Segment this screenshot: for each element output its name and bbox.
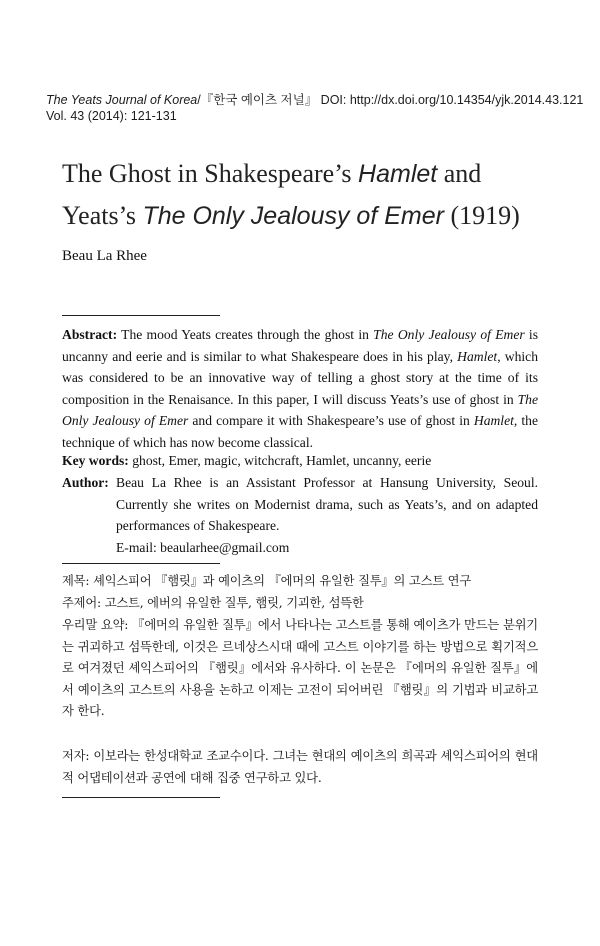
korean-summary-label: 우리말 요약: (62, 618, 129, 632)
volume-info: Vol. 43 (2014): 121-131 (46, 109, 177, 123)
journal-citation (46, 92, 583, 108)
keywords (62, 451, 431, 471)
author-name: Beau La Rhee (62, 248, 147, 264)
keywords-label: Key words: (62, 453, 129, 468)
abstract-text: , which was considered to be an innovative way of telling a ghost story at the time of its composition in the Renaisance. In this paper, I will discuss Yeats’s use of ghost in (62, 348, 538, 407)
abstract-text: and compare it with Shakespeare’s use of ghost in (188, 413, 474, 428)
korean-keywords-label: 주제어: (62, 596, 101, 610)
divider (62, 315, 220, 316)
korean-title-text: 셰익스피어 『햄릿』과 예이츠의 『에머의 유일한 질투』의 고스트 연구 (89, 574, 472, 588)
title-text: The Ghost in Shakespeare’s (62, 159, 359, 188)
journal-doi: /『한국 예이츠 저널』 DOI: http://dx.doi.org/10.14354/yjk.2014.43.121 (197, 93, 584, 107)
divider (62, 797, 220, 798)
title-emer: The Only Jealousy of Emer (142, 202, 444, 230)
title-text: and (437, 159, 482, 188)
abstract-italic: Hamlet (457, 348, 498, 364)
abstract-text: the technique of which has now become classical. (62, 413, 538, 450)
korean-title (62, 571, 538, 593)
abstract-italic: The Only Jealousy of Emer (62, 391, 538, 428)
abstract-label: Abstract: (62, 327, 118, 342)
author-info-label: Author: (62, 475, 109, 490)
abstract-italic: The Only Jealousy of Emer (373, 327, 525, 342)
title-hamlet: Hamlet (358, 160, 438, 188)
abstract-italic: Hamlet, (473, 413, 518, 428)
korean-author-text: 이보라는 한성대학교 조교수이다. 그녀는 현대의 예이츠의 희곡과 셰익스피어의 현대적 어댑테이션과 공연에 대해 집중 연구하고 있다. (62, 749, 538, 785)
abstract-text: is uncanny and eerie and is similar to what Shakespeare does in his play, (62, 327, 538, 364)
korean-title-label: 제목: (62, 574, 90, 588)
korean-summary-text: 『에머의 유일한 질투』에서 나타나는 고스트를 통해 예이츠가 만드는 분위기는 귀괴하고 섬뜩한데, 이것은 르네상스시대 때에 고스트 이야기를 하는 방법으로 획기적으로 여겨졌던 셰익스피어의 『햄릿』에서와 유사하다. 이 논문은 『에머의 유일한 질투』에서 예이츠의 고스트의 사용을 논하고 이제는 고전이 되어버린 『햄릿』의 기법과 비교하고자 한다. (62, 618, 538, 718)
author-info (62, 472, 538, 558)
title-text: Yeats’s (62, 201, 143, 230)
title-text: (1919) (443, 201, 520, 230)
divider (62, 563, 220, 564)
abstract-text: The mood Yeats creates through the ghost in (117, 327, 374, 342)
journal-name: The Yeats Journal of Korea (46, 93, 198, 107)
korean-author-label: 저자: (62, 749, 90, 763)
keywords-text: ghost, Emer, magic, witchcraft, Hamlet, uncanny, eerie (128, 453, 432, 468)
author-info-text: Beau La Rhee is an Assistant Professor at Hansung University, Seoul. Currently she writes on Modernist drama, such as Yeats’s, and on adapted performances of Shakespeare. (116, 475, 538, 533)
abstract (62, 324, 538, 453)
korean-author (62, 746, 538, 789)
korean-keywords (62, 593, 538, 615)
korean-summary (62, 615, 538, 723)
journal-header (46, 92, 583, 124)
korean-keywords-text: 고스트, 에버의 유일한 질투, 햄릿, 기괴한, 섬뜩한 (100, 596, 364, 610)
author-email: E-mail: beaularhee@gmail.com (116, 539, 290, 555)
paper-title (62, 153, 520, 237)
